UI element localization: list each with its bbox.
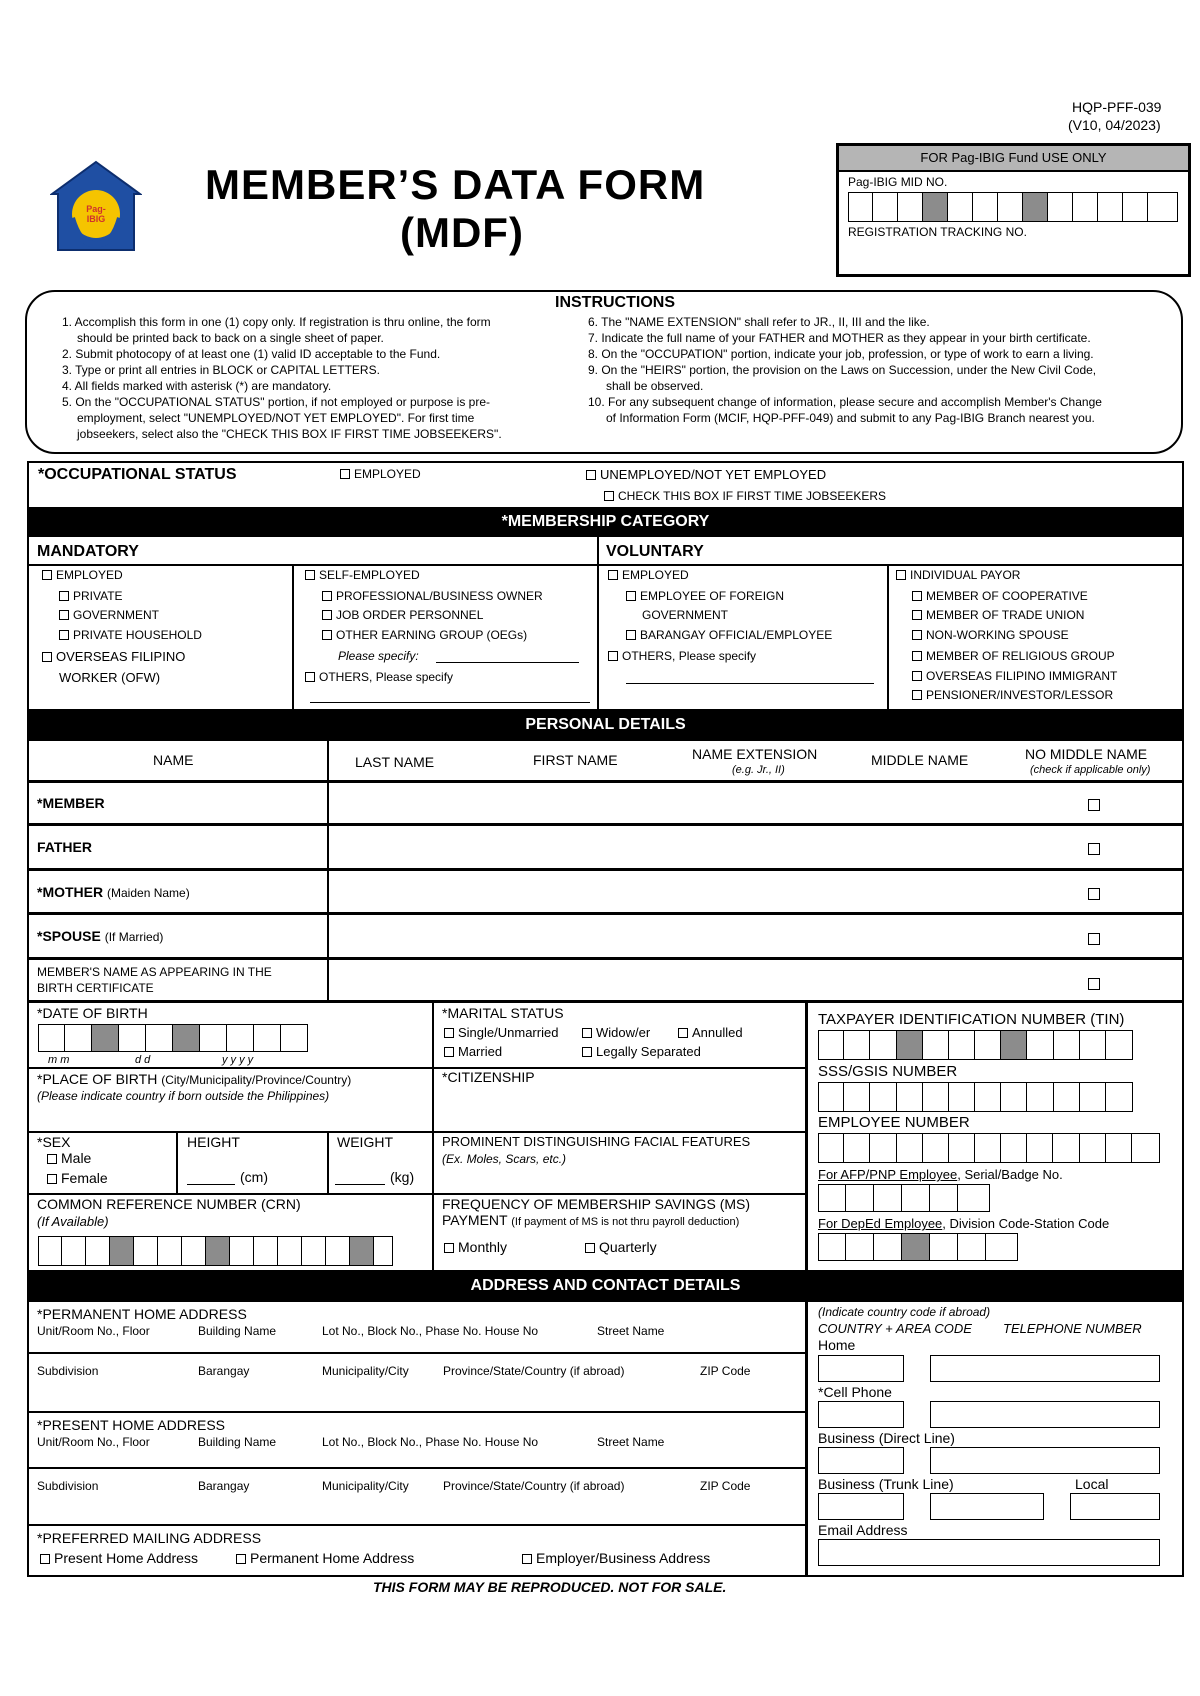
option-label: SELF-EMPLOYED — [319, 568, 420, 582]
afp-pnp-boxes[interactable] — [818, 1184, 990, 1212]
divider — [327, 1131, 329, 1193]
birth-cert-no-middle-checkbox[interactable] — [1088, 978, 1100, 990]
option-label: PRIVATE HOUSEHOLD — [73, 628, 202, 642]
row-label-text: *SPOUSE — [37, 928, 101, 944]
cell-phone-input[interactable] — [930, 1401, 1160, 1428]
option-label: Widow/er — [596, 1025, 651, 1040]
option-label: Permanent Home Address — [250, 1550, 415, 1566]
option-label: MEMBER OF RELIGIOUS GROUP — [926, 649, 1115, 663]
option-label: OVERSEAS FILIPINO — [56, 649, 186, 664]
height-label: HEIGHT — [187, 1134, 240, 1150]
business-direct-phone-input[interactable] — [930, 1447, 1160, 1474]
label-italic: For AFP/PNP Employee — [818, 1167, 958, 1182]
self-employed-option[interactable] — [305, 569, 420, 582]
header-first-name: FIRST NAME — [533, 752, 618, 768]
widow-option[interactable] — [582, 1026, 650, 1040]
option-label: Present Home Address — [54, 1550, 198, 1566]
checkbox[interactable] — [608, 570, 618, 580]
option-label: Quarterly — [599, 1239, 657, 1255]
employee-number-boxes[interactable] — [818, 1133, 1160, 1163]
label-text: PAYMENT — [442, 1212, 508, 1228]
instruction-item: 3. Type or print all entries in BLOCK or CAPITAL LETTERS. — [62, 363, 380, 377]
option-label: Annulled — [692, 1025, 743, 1040]
pres-barangay-label: Barangay — [198, 1479, 250, 1493]
instruction-item: 8. On the "OCCUPATION" portion, indicate your job, profession, or type of work to earn a living. — [588, 347, 1094, 361]
option-label: Legally Separated — [596, 1044, 701, 1059]
sex-label: *SEX — [37, 1134, 71, 1150]
label-italic: For DepEd Employee — [818, 1216, 943, 1231]
foreign-government-line2: GOVERNMENT — [642, 608, 729, 622]
option-label: NON-WORKING SPOUSE — [926, 628, 1069, 642]
dob-year-hint: y y y y — [222, 1054, 254, 1066]
option-label: MEMBER OF COOPERATIVE — [926, 589, 1088, 603]
facial-features-label: PROMINENT DISTINGUISHING FACIAL FEATURES — [442, 1134, 751, 1149]
divider — [27, 780, 1184, 783]
instruction-item: 1. Accomplish this form in one (1) copy only. If registration is thru online, the form — [62, 315, 491, 329]
private-household-option[interactable] — [59, 629, 202, 642]
divider — [292, 564, 294, 709]
divider — [27, 1193, 807, 1195]
checkbox[interactable] — [40, 1554, 50, 1564]
divider — [27, 912, 1184, 915]
pres-street-label: Street Name — [597, 1435, 665, 1449]
option-label: GOVERNMENT — [73, 608, 160, 622]
instructions-left — [62, 314, 582, 442]
header-middle-name: MIDDLE NAME — [871, 752, 969, 768]
instruction-item: jobseekers, select also the "CHECK THIS BOX IF FIRST TIME JOBSEEKERS". — [77, 427, 502, 441]
membership-category-band: *MEMBERSHIP CATEGORY — [27, 507, 1184, 537]
mailing-employer-option[interactable] — [522, 1551, 710, 1566]
checkbox[interactable] — [47, 1154, 57, 1164]
checkbox[interactable] — [912, 651, 922, 661]
option-label: OVERSEAS FILIPINO IMMIGRANT — [926, 669, 1118, 683]
mandatory-employed-option[interactable] — [42, 569, 123, 582]
married-option[interactable] — [444, 1045, 502, 1059]
private-option[interactable] — [59, 590, 123, 603]
perm-street-label: Street Name — [597, 1324, 665, 1338]
option-label: MEMBER OF TRADE UNION — [926, 608, 1085, 622]
tin-boxes[interactable] — [818, 1030, 1133, 1060]
checkbox[interactable] — [322, 630, 332, 640]
female-option[interactable] — [47, 1171, 108, 1186]
sss-gsis-boxes[interactable] — [818, 1082, 1133, 1112]
country-area-label: COUNTRY + AREA CODE — [818, 1321, 972, 1336]
header-no-middle-name: NO MIDDLE NAME — [1025, 746, 1148, 762]
instruction-item: 2. Submit photocopy of at least one (1) valid ID acceptable to the Fund. — [62, 347, 441, 361]
legally-separated-option[interactable] — [582, 1045, 701, 1059]
perm-lot-label: Lot No., Block No., Phase No. House No — [322, 1324, 539, 1338]
option-label: OTHERS, — [622, 649, 676, 663]
instruction-item: 4. All fields marked with asterisk (*) are mandatory. — [62, 379, 332, 393]
ofw-option[interactable] — [42, 650, 185, 664]
instruction-item: 5. On the "OCCUPATIONAL STATUS" portion, if not employed or purpose is pre- — [62, 395, 491, 409]
spouse-row-label — [37, 928, 163, 944]
checkbox[interactable] — [444, 1243, 454, 1253]
instruction-item: should be printed back to back on a single sheet of paper. — [77, 331, 384, 345]
professional-option[interactable] — [322, 590, 543, 603]
option-note: Please specify — [375, 670, 454, 684]
checkbox[interactable] — [912, 610, 922, 620]
checkbox[interactable] — [912, 690, 922, 700]
height-unit: (cm) — [240, 1169, 268, 1185]
cooperative-option[interactable] — [912, 590, 1088, 603]
mid-label: Pag-IBIG MID NO. — [848, 175, 948, 189]
checkbox[interactable] — [912, 591, 922, 601]
perm-zip-label: ZIP Code — [700, 1364, 751, 1378]
instruction-item: employment, select "UNEMPLOYED/NOT YET EMPLOYED". For first time — [77, 411, 475, 425]
business-trunk-area-input[interactable] — [818, 1493, 904, 1520]
checkbox[interactable] — [47, 1174, 57, 1184]
divider — [27, 1067, 807, 1069]
instruction-item: shall be observed. — [606, 379, 704, 393]
checkbox[interactable] — [305, 672, 315, 682]
pag-ibig-logo — [50, 160, 142, 256]
option-label: JOB ORDER PERSONNEL — [336, 608, 484, 622]
business-trunk-phone-input[interactable] — [930, 1493, 1044, 1520]
perm-unit-label: Unit/Room No., Floor — [37, 1324, 150, 1338]
voluntary-employed-option[interactable] — [608, 569, 689, 582]
annulled-option[interactable] — [678, 1026, 743, 1040]
mailing-present-option[interactable] — [40, 1551, 198, 1566]
pres-province-label — [443, 1480, 624, 1493]
ofw-option-line2: WORKER (OFW) — [59, 670, 161, 685]
instruction-item: 6. The "NAME EXTENSION" shall refer to JR., II, III and the like. — [588, 315, 930, 329]
option-label: UNEMPLOYED/NOT YET EMPLOYED — [600, 467, 827, 482]
mailing-permanent-option[interactable] — [236, 1551, 414, 1566]
cell-phone-label: *Cell Phone — [818, 1384, 892, 1400]
dob-label: *DATE OF BIRTH — [37, 1005, 148, 1021]
option-label: Employer/Business Address — [536, 1550, 711, 1566]
immigrant-option[interactable] — [912, 670, 1117, 683]
home-phone-label: Home — [818, 1337, 856, 1353]
checkbox[interactable] — [59, 630, 69, 640]
quarterly-option[interactable] — [585, 1240, 657, 1255]
divider — [27, 1467, 807, 1469]
individual-payor-option[interactable] — [896, 569, 1020, 582]
address-contact-band: ADDRESS AND CONTACT DETAILS — [27, 1270, 1184, 1302]
divider — [27, 957, 1184, 960]
birth-cert-name-label: MEMBER'S NAME AS APPEARING IN THE — [37, 965, 272, 979]
mid-number-boxes[interactable] — [848, 192, 1178, 222]
citizenship-label: *CITIZENSHIP — [442, 1069, 535, 1085]
header-name-extension: NAME EXTENSION — [692, 746, 818, 762]
checkbox[interactable] — [678, 1028, 688, 1038]
row-label-text: *MOTHER — [37, 884, 104, 900]
divider — [176, 1131, 178, 1193]
monthly-option[interactable] — [444, 1240, 507, 1255]
header-last-name: LAST NAME — [355, 754, 435, 770]
header-extension-note: (e.g. Jr., II) — [732, 764, 785, 776]
male-option[interactable] — [47, 1151, 91, 1166]
header-name: NAME — [153, 752, 194, 768]
dob-day-hint: d d — [135, 1054, 151, 1066]
checkbox[interactable] — [42, 570, 52, 580]
business-direct-area-input[interactable] — [818, 1447, 904, 1474]
personal-details-band: PERSONAL DETAILS — [27, 709, 1184, 741]
weight-input-line[interactable] — [335, 1184, 385, 1185]
option-label: Monthly — [458, 1239, 508, 1255]
divider — [887, 564, 889, 709]
checkbox[interactable] — [608, 651, 618, 661]
instruction-item: of Information Form (MCIF, HQP-PFF-049) and submit to any Pag-IBIG Branch nearest you. — [606, 411, 1095, 425]
present-address-label: *PRESENT HOME ADDRESS — [37, 1417, 226, 1433]
header-no-middle-note: (check if applicable only) — [1030, 764, 1151, 776]
first-time-jobseeker-option[interactable] — [604, 490, 886, 503]
foreign-government-option[interactable] — [626, 590, 784, 603]
email-input[interactable] — [818, 1539, 1160, 1566]
occupational-employed-option[interactable] — [340, 468, 421, 481]
checkbox[interactable] — [582, 1047, 592, 1057]
option-label: CHECK THIS BOX IF FIRST TIME JOBSEEKERS — [618, 489, 887, 503]
pres-building-label: Building Name — [198, 1435, 277, 1449]
religious-group-option[interactable] — [912, 650, 1115, 663]
option-label: PROFESSIONAL/BUSINESS OWNER — [336, 589, 543, 603]
voluntary-others-option[interactable] — [608, 650, 756, 663]
instructions-right — [588, 314, 1178, 426]
dob-month-hint: m m — [48, 1054, 70, 1066]
spouse-no-middle-checkbox[interactable] — [1088, 933, 1100, 945]
afp-pnp-label — [818, 1168, 1063, 1182]
business-local-input[interactable] — [1070, 1493, 1160, 1520]
label-note: (if abroad) — [569, 1479, 625, 1493]
occupational-unemployed-option[interactable] — [586, 468, 826, 482]
checkbox[interactable] — [322, 610, 332, 620]
height-input-line[interactable] — [187, 1184, 235, 1185]
option-label: BARANGAY OFFICIAL/EMPLOYEE — [640, 628, 833, 642]
instruction-item: 9. On the "HEIRS" portion, the provision on the Laws on Succession, under the New Civil Code, — [588, 363, 1097, 377]
divider — [27, 1411, 807, 1413]
divider — [27, 1524, 807, 1526]
checkbox[interactable] — [444, 1047, 454, 1057]
business-trunk-label: Business (Trunk Line) — [818, 1476, 954, 1492]
checkbox[interactable] — [305, 570, 315, 580]
crn-note: (If Available) — [37, 1214, 109, 1229]
svg-text:IBIG: IBIG — [86, 214, 106, 224]
label-text: *PLACE OF BIRTH — [37, 1071, 158, 1087]
checkbox[interactable] — [322, 591, 332, 601]
checkbox[interactable] — [912, 671, 922, 681]
single-option[interactable] — [444, 1026, 558, 1040]
option-label: Married — [458, 1044, 503, 1059]
divider — [27, 1000, 1184, 1003]
checkbox[interactable] — [626, 591, 636, 601]
marital-status-label: *MARITAL STATUS — [442, 1005, 564, 1021]
checkbox[interactable] — [582, 1028, 592, 1038]
registration-tracking-label: REGISTRATION TRACKING NO. — [848, 225, 1027, 239]
option-label: EMPLOYED — [56, 568, 123, 582]
option-label: OTHER EARNING GROUP (OEGs) — [336, 628, 528, 642]
label-rest: , Division Code-Station Code — [942, 1216, 1110, 1231]
label-text: Province/State/Country — [443, 1364, 567, 1378]
local-label: Local — [1075, 1476, 1109, 1492]
deped-label — [818, 1217, 1109, 1231]
perm-province-label — [443, 1365, 624, 1378]
checkbox[interactable] — [912, 630, 922, 640]
pres-unit-label: Unit/Room No., Floor — [37, 1435, 150, 1449]
checkbox[interactable] — [604, 491, 614, 501]
form-code: HQP-PFF-039 — [1072, 99, 1162, 115]
frequency-label: FREQUENCY OF MEMBERSHIP SAVINGS (MS) — [442, 1196, 751, 1212]
facial-features-note: (Ex. Moles, Scars, etc.) — [442, 1152, 567, 1166]
option-label: PRIVATE — [73, 589, 123, 603]
perm-barangay-label: Barangay — [198, 1364, 250, 1378]
checkbox[interactable] — [42, 652, 52, 662]
checkbox[interactable] — [59, 591, 69, 601]
crn-label: COMMON REFERENCE NUMBER (CRN) — [37, 1196, 301, 1212]
father-no-middle-checkbox[interactable] — [1088, 843, 1100, 855]
checkbox[interactable] — [59, 610, 69, 620]
option-label: Male — [61, 1150, 92, 1166]
mandatory-heading: MANDATORY — [37, 543, 139, 560]
option-label: INDIVIDUAL PAYOR — [910, 568, 1021, 582]
place-of-birth-label — [37, 1072, 351, 1087]
mandatory-others-line[interactable] — [310, 702, 590, 703]
job-order-option[interactable] — [322, 609, 483, 622]
form-version: (V10, 04/2023) — [1068, 117, 1161, 133]
checkbox[interactable] — [896, 570, 906, 580]
oeg-specify-label: Please specify: — [338, 649, 419, 663]
checkbox[interactable] — [340, 469, 350, 479]
divider — [27, 564, 1184, 566]
option-label: Single/Unmarried — [458, 1025, 559, 1040]
perm-subdivision-label: Subdivision — [37, 1364, 99, 1378]
instruction-item: 7. Indicate the full name of your FATHER and MOTHER as they appear in your birth certificate. — [588, 331, 1091, 345]
trade-union-option[interactable] — [912, 609, 1084, 622]
divider — [27, 868, 1184, 871]
non-working-spouse-option[interactable] — [912, 629, 1069, 642]
label-note: (City/Municipality/Province/Country) — [161, 1073, 352, 1087]
form-title-line1: MEMBER’S DATA FORM — [205, 161, 706, 208]
place-of-birth-note: (Please indicate country if born outside the Philippines) — [37, 1089, 330, 1103]
country-code-note: (Indicate country code if abroad) — [818, 1305, 991, 1319]
pres-city-label: Municipality/City — [322, 1479, 409, 1493]
checkbox[interactable] — [236, 1554, 246, 1564]
divider — [27, 1352, 807, 1354]
oeg-specify-line[interactable] — [436, 662, 579, 663]
option-label: Female — [61, 1170, 108, 1186]
option-label: PENSIONER/INVESTOR/LESSOR — [926, 688, 1114, 702]
member-row-label: *MEMBER — [37, 795, 105, 811]
weight-unit: (kg) — [390, 1169, 415, 1185]
label-text: Province/State/Country — [443, 1479, 567, 1493]
option-label: EMPLOYED — [354, 467, 421, 481]
checkbox[interactable] — [626, 630, 636, 640]
checkbox[interactable] — [522, 1554, 532, 1564]
business-direct-label: Business (Direct Line) — [818, 1430, 955, 1446]
telephone-label: TELEPHONE NUMBER — [1003, 1321, 1142, 1336]
pres-lot-label: Lot No., Block No., Phase No. House No — [322, 1435, 539, 1449]
home-phone-input[interactable] — [930, 1355, 1160, 1382]
home-area-code-input[interactable] — [818, 1355, 904, 1382]
weight-label: WEIGHT — [337, 1134, 393, 1150]
office-use-header: FOR Pag-IBIG Fund USE ONLY — [839, 146, 1188, 172]
label-note: (If payment of MS is not thru payroll deduction) — [511, 1216, 740, 1228]
member-no-middle-checkbox[interactable] — [1088, 799, 1100, 811]
government-option[interactable] — [59, 609, 159, 622]
form-title-line2: (MDF) — [400, 209, 524, 256]
voluntary-others-line[interactable] — [626, 683, 874, 684]
cell-area-code-input[interactable] — [818, 1401, 904, 1428]
svg-text:Pag-: Pag- — [86, 204, 106, 214]
father-row-label: FATHER — [37, 839, 92, 855]
option-label: EMPLOYEE OF FOREIGN — [640, 589, 785, 603]
perm-building-label: Building Name — [198, 1324, 277, 1338]
checkbox[interactable] — [444, 1028, 454, 1038]
crn-boxes[interactable] — [38, 1236, 393, 1266]
employee-number-label: EMPLOYEE NUMBER — [818, 1114, 970, 1131]
oeg-option[interactable] — [322, 629, 527, 642]
email-label: Email Address — [818, 1522, 908, 1538]
pres-subdivision-label: Subdivision — [37, 1479, 99, 1493]
occupational-status-label: *OCCUPATIONAL STATUS — [38, 466, 237, 483]
mailing-address-label: *PREFERRED MAILING ADDRESS — [37, 1530, 262, 1546]
checkbox[interactable] — [586, 470, 596, 480]
pensioner-option[interactable] — [912, 689, 1113, 702]
label-rest: , Serial/Badge No. — [957, 1167, 1063, 1182]
option-label: EMPLOYED — [622, 568, 689, 582]
mother-no-middle-checkbox[interactable] — [1088, 888, 1100, 900]
deped-boxes[interactable] — [818, 1233, 1018, 1261]
sss-gsis-label: SSS/GSIS NUMBER — [818, 1063, 958, 1080]
dob-boxes[interactable] — [38, 1024, 324, 1052]
row-label-note: (If Married) — [104, 930, 164, 944]
mandatory-others-option[interactable] — [305, 671, 453, 684]
permanent-address-label: *PERMANENT HOME ADDRESS — [37, 1306, 247, 1322]
option-note: Please specify — [678, 649, 757, 663]
mother-row-label — [37, 884, 190, 900]
instructions-title: INSTRUCTIONS — [555, 294, 675, 311]
footer-note: THIS FORM MAY BE REPRODUCED. NOT FOR SALE. — [373, 1579, 727, 1595]
divider — [27, 823, 1184, 826]
checkbox[interactable] — [585, 1243, 595, 1253]
birth-cert-name-label-line2: BIRTH CERTIFICATE — [37, 981, 154, 995]
option-label: OTHERS, — [319, 670, 373, 684]
perm-city-label: Municipality/City — [322, 1364, 409, 1378]
label-note: (if abroad) — [569, 1364, 625, 1378]
frequency-label-line2 — [442, 1213, 739, 1228]
divider — [597, 537, 599, 709]
tin-label: TAXPAYER IDENTIFICATION NUMBER (TIN) — [818, 1011, 1125, 1028]
row-label-note: (Maiden Name) — [107, 886, 190, 900]
barangay-official-option[interactable] — [626, 629, 832, 642]
voluntary-heading: VOLUNTARY — [606, 543, 704, 560]
pres-zip-label: ZIP Code — [700, 1479, 751, 1493]
divider — [27, 1131, 807, 1133]
instruction-item: 10. For any subsequent change of information, please secure and accomplish Member's Change — [588, 395, 1102, 409]
divider — [432, 1002, 434, 1270]
